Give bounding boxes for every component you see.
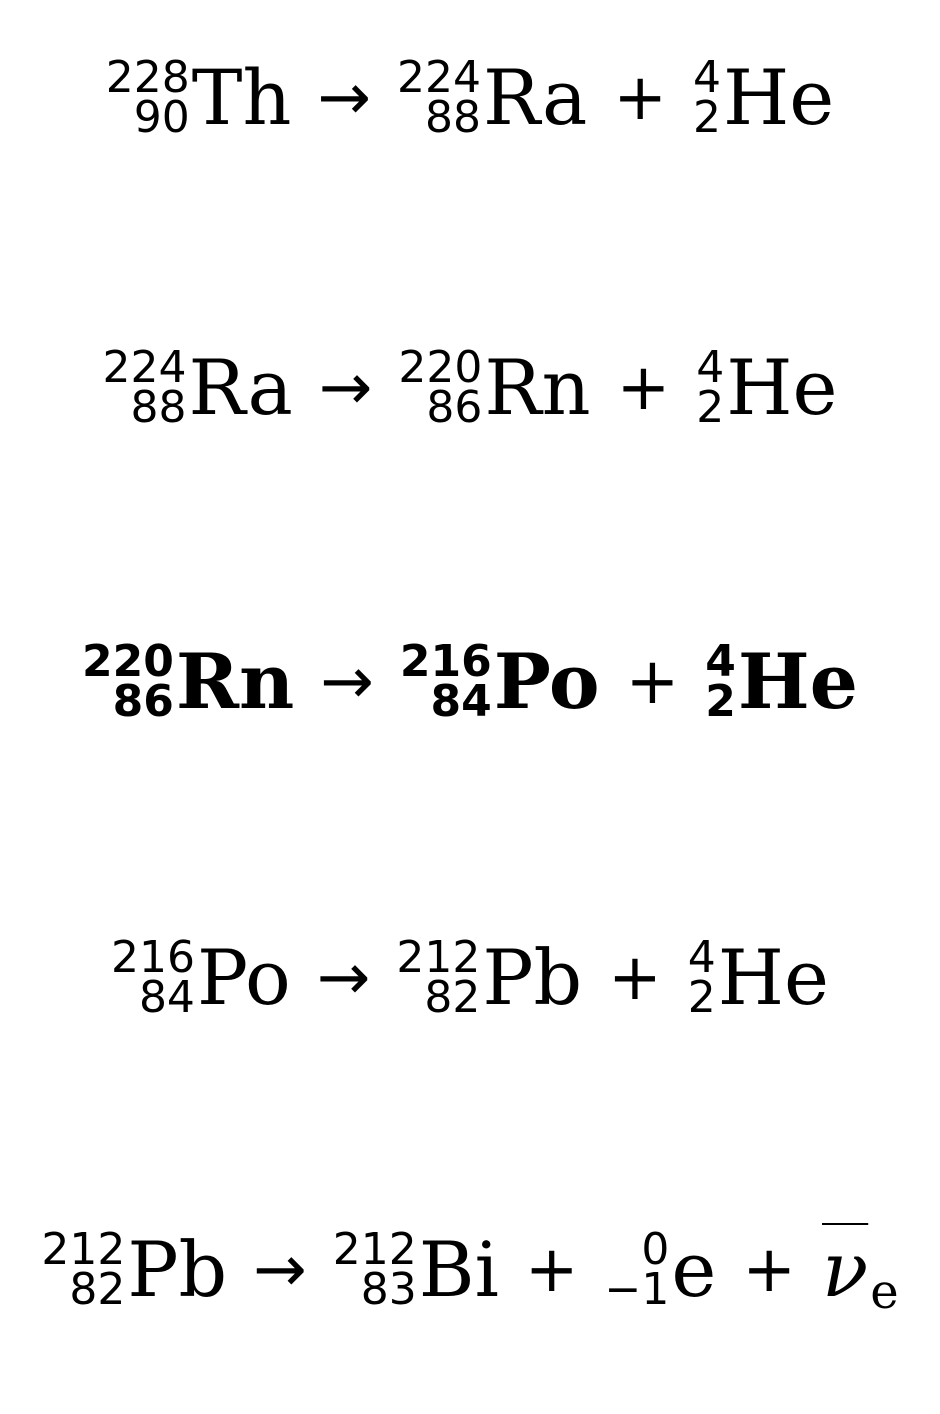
mass-number: 4	[705, 636, 736, 687]
plus-sign: +	[524, 1233, 579, 1307]
mass-number: 4	[692, 52, 721, 103]
reaction-arrow: →	[318, 351, 373, 425]
element-symbol: He	[722, 53, 835, 142]
element-symbol: Pb	[127, 1225, 228, 1314]
atomic-number: 88	[425, 92, 482, 143]
nuclide-indices	[110, 932, 195, 1023]
atomic-number: 88	[130, 382, 187, 433]
mass-number: 0	[641, 1224, 670, 1275]
atomic-number: −1	[604, 1264, 670, 1315]
product-nuclide	[396, 932, 583, 1023]
beta-particle	[604, 1224, 717, 1315]
atomic-number: 2	[696, 382, 725, 433]
element-symbol: Ra	[483, 53, 588, 142]
element-symbol: Po	[196, 933, 291, 1022]
product-nuclide	[332, 1224, 499, 1315]
decay-equation-rn220	[0, 612, 940, 752]
element-symbol: Po	[493, 637, 600, 726]
reactant-nuclide	[41, 1224, 228, 1315]
nuclide-indices	[332, 1224, 417, 1315]
element-symbol: Pb	[482, 933, 583, 1022]
nuclide-indices	[604, 1224, 670, 1315]
element-symbol: Ra	[188, 343, 293, 432]
mass-number: 4	[687, 932, 716, 983]
alpha-particle	[696, 342, 838, 433]
electron-symbol: e	[671, 1225, 717, 1314]
atomic-number: 86	[426, 382, 483, 433]
plus-sign: +	[742, 1233, 797, 1307]
atomic-number: 86	[112, 676, 174, 727]
reactant-nuclide	[82, 636, 295, 727]
nuclide-indices	[692, 52, 721, 143]
product-nuclide	[399, 636, 600, 727]
decay-equation-po216	[0, 908, 940, 1048]
reactant-nuclide	[105, 52, 292, 143]
nuclide-indices	[102, 342, 187, 433]
element-symbol: Bi	[418, 1225, 499, 1314]
decay-equation-ra224	[0, 318, 940, 458]
element-symbol: Rn	[175, 637, 295, 726]
reactant-nuclide	[102, 342, 293, 433]
nuclide-indices	[105, 52, 190, 143]
element-symbol: He	[717, 933, 830, 1022]
plus-sign: +	[616, 351, 671, 425]
reactant-nuclide	[110, 932, 291, 1023]
atomic-number: 84	[430, 676, 492, 727]
reaction-arrow: →	[316, 941, 371, 1015]
mass-number: 212	[332, 1224, 417, 1275]
nuclide-indices	[82, 636, 174, 727]
nuclide-indices	[705, 636, 736, 727]
mass-number: 228	[105, 52, 190, 103]
nuclide-indices	[41, 1224, 126, 1315]
plus-sign: +	[608, 941, 662, 1015]
atomic-number: 84	[138, 972, 195, 1023]
atomic-number: 2	[692, 92, 721, 143]
nuclide-indices	[398, 342, 483, 433]
atomic-number: 82	[424, 972, 481, 1023]
decay-equation-pb212	[0, 1200, 940, 1340]
atomic-number: 90	[133, 92, 190, 143]
atomic-number: 2	[687, 972, 716, 1023]
reaction-arrow: →	[320, 645, 374, 719]
mass-number: 4	[696, 342, 725, 393]
element-symbol: He	[726, 343, 838, 432]
antineutrino	[822, 1225, 899, 1320]
atomic-number: 83	[360, 1264, 417, 1315]
product-nuclide	[397, 52, 588, 143]
nuclide-indices	[397, 52, 482, 143]
element-symbol: Rn	[484, 343, 591, 432]
nuclide-indices	[687, 932, 716, 1023]
product-nuclide	[398, 342, 591, 433]
element-symbol: He	[737, 637, 858, 726]
nuclide-indices	[696, 342, 725, 433]
mass-number: 212	[41, 1224, 126, 1275]
reaction-arrow: →	[317, 61, 372, 135]
nuclide-indices	[399, 636, 492, 727]
antineutrino-subscript: e	[870, 1264, 899, 1320]
atomic-number: 2	[705, 676, 736, 727]
nuclide-indices	[396, 932, 481, 1023]
plus-sign: +	[613, 61, 667, 135]
reaction-arrow: →	[253, 1233, 307, 1307]
alpha-particle	[687, 932, 830, 1023]
mass-number: 212	[396, 932, 481, 983]
mass-number: 220	[398, 342, 483, 393]
mass-number: 220	[82, 636, 174, 687]
mass-number: 216	[399, 636, 492, 687]
decay-equation-th228	[0, 28, 940, 168]
plus-sign: +	[625, 645, 680, 719]
alpha-particle	[705, 636, 858, 727]
mass-number: 224	[397, 52, 482, 103]
alpha-particle	[692, 52, 835, 143]
mass-number: 216	[110, 932, 195, 983]
mass-number: 224	[102, 342, 187, 393]
element-symbol: Th	[191, 53, 292, 142]
atomic-number: 82	[69, 1264, 126, 1315]
antineutrino-symbol: $\overline{\nu}$	[822, 1225, 869, 1314]
